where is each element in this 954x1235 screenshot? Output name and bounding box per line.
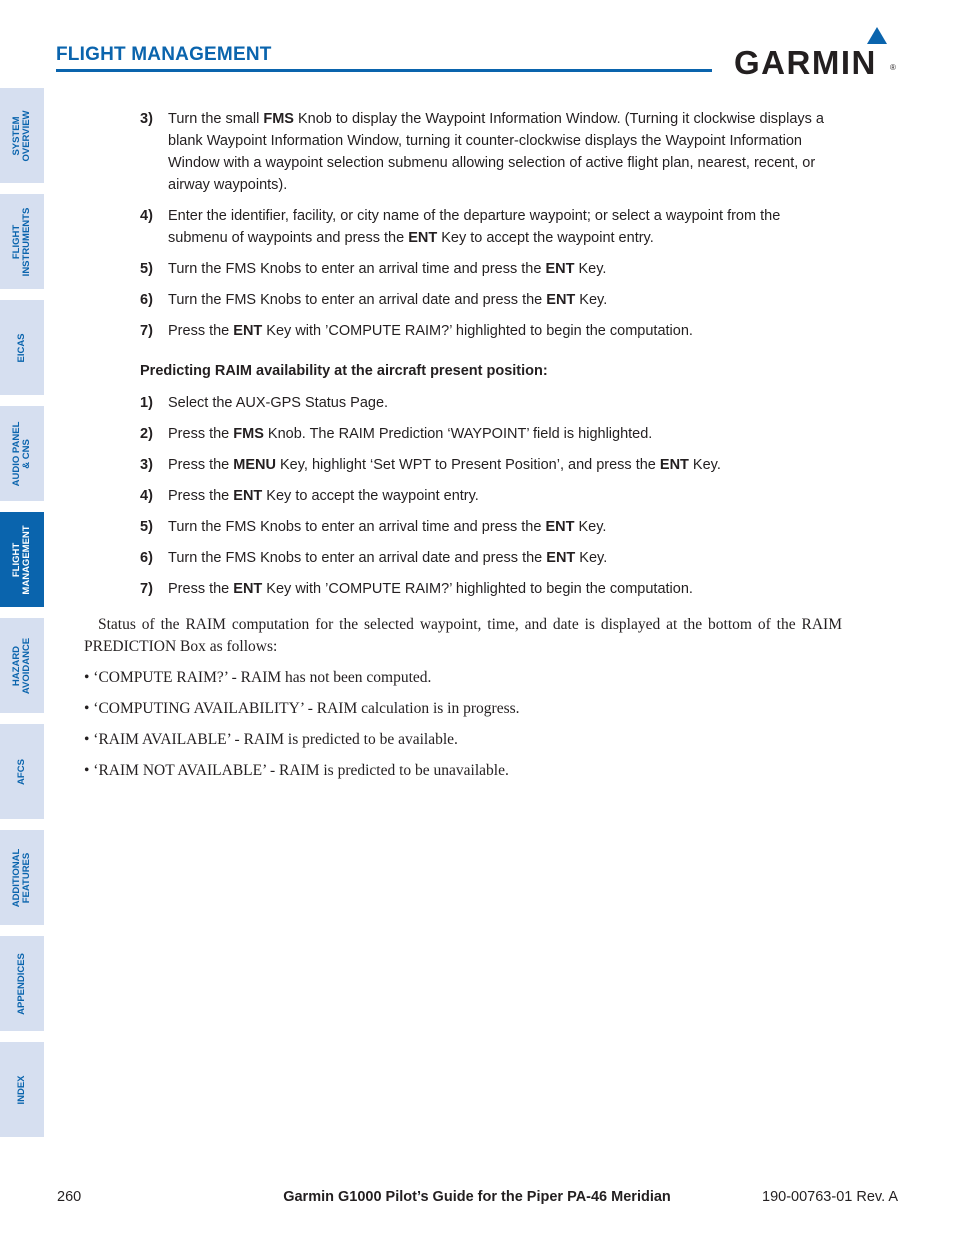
- key-name: ENT: [545, 519, 575, 535]
- step-number: 5): [140, 261, 153, 277]
- step-number: 4): [140, 208, 153, 224]
- procedure-steps-1: [84, 108, 842, 342]
- step-number: 3): [140, 111, 153, 127]
- step-text: Key.: [688, 457, 721, 473]
- garmin-logo: [734, 26, 898, 81]
- step-text: Turn the FMS Knobs to enter an arrival time and press the: [168, 519, 546, 535]
- procedure-step: [84, 547, 842, 569]
- procedure-step: [84, 485, 842, 507]
- key-name: FMS: [263, 111, 294, 127]
- step-text: Key with ’COMPUTE RAIM?’ highlighted to begin the computation.: [262, 581, 693, 597]
- step-text: Press the: [168, 488, 234, 504]
- step-text: Key to accept the waypoint entry.: [262, 488, 479, 504]
- step-text: Key.: [574, 519, 607, 535]
- step-text: Press the: [168, 323, 234, 339]
- procedure-step: [84, 320, 842, 342]
- procedure-step: [84, 258, 842, 280]
- tab-eicas[interactable]: EICAS: [0, 300, 44, 395]
- logo-text: GARMIN: [734, 44, 877, 81]
- tab-additional-features[interactable]: ADDITIONAL FEATURES: [0, 830, 44, 925]
- step-number: 3): [140, 457, 153, 473]
- key-name: FMS: [233, 426, 264, 442]
- procedure-step: [84, 516, 842, 538]
- procedure-step: [84, 289, 842, 311]
- step-text: Key, highlight ‘Set WPT to Present Position’, and press the: [275, 457, 660, 473]
- step-text: Knob to display the Waypoint Information Window. (Turning it clockwise displays a blank Waypoint Information Window, turning it counter-clockwise displays the Waypoint Information Window with a waypoint selection submenu allowing selection of active flight plan, nearest, recent, or airway waypoints).: [168, 111, 824, 193]
- footer-page-number: 260: [57, 1189, 82, 1205]
- step-number: 5): [140, 519, 153, 535]
- tab-appendices[interactable]: APPENDICES: [0, 936, 44, 1031]
- status-bullet-4: • ‘RAIM NOT AVAILABLE’ - RAIM is predicted to be unavailable.: [84, 762, 509, 779]
- key-name: ENT: [233, 323, 263, 339]
- step-text: Key.: [575, 292, 608, 308]
- tab-audio-panel-cns[interactable]: AUDIO PANEL & CNS: [0, 406, 44, 501]
- step-number: 7): [140, 323, 153, 339]
- step-text: Knob. The RAIM Prediction ‘WAYPOINT’ field is highlighted.: [263, 426, 653, 442]
- logo-registered-mark: ®: [890, 63, 896, 72]
- procedure-step: [84, 205, 842, 249]
- step-number: 2): [140, 426, 153, 442]
- step-text: Turn the FMS Knobs to enter an arrival date and press the: [168, 550, 547, 566]
- key-name: ENT: [546, 292, 576, 308]
- step-text: Key.: [575, 550, 608, 566]
- key-name: ENT: [408, 230, 438, 246]
- key-name: ENT: [233, 488, 263, 504]
- section-title: FLIGHT MANAGEMENT: [56, 44, 272, 65]
- tab-flight-instruments[interactable]: FLIGHT INSTRUMENTS: [0, 194, 44, 289]
- tab-afcs[interactable]: AFCS: [0, 724, 44, 819]
- procedure-step: [84, 392, 842, 414]
- step-text: Turn the FMS Knobs to enter an arrival date and press the: [168, 292, 547, 308]
- step-text: Enter the identifier, facility, or city name of the departure waypoint; or select a waypoint from the submenu of waypoints and press the: [168, 208, 781, 246]
- step-text: Turn the small: [168, 111, 264, 127]
- key-name: MENU: [233, 457, 276, 473]
- tab-system-overview[interactable]: SYSTEM OVERVIEW: [0, 88, 44, 183]
- step-number: 6): [140, 550, 153, 566]
- step-text: Key to accept the waypoint entry.: [437, 230, 654, 246]
- key-name: ENT: [659, 457, 689, 473]
- step-text: Turn the FMS Knobs to enter an arrival time and press the: [168, 261, 546, 277]
- tab-index[interactable]: INDEX: [0, 1042, 44, 1137]
- procedure-step: [84, 423, 842, 445]
- footer-doc-number: 190-00763-01 Rev. A: [762, 1189, 898, 1205]
- status-paragraph: Status of the RAIM computation for the selected waypoint, time, and date is displayed at the bottom of the RAIM PREDICTION Box as follows:: [84, 616, 842, 655]
- step-number: 4): [140, 488, 153, 504]
- triangle-icon: [865, 26, 889, 46]
- step-number: 6): [140, 292, 153, 308]
- procedure-step: [84, 578, 842, 600]
- procedure-subheading: Predicting RAIM availability at the aircraft present position:: [140, 363, 548, 379]
- step-text: Select the AUX-GPS Status Page.: [168, 395, 389, 411]
- tab-hazard-avoidance[interactable]: HAZARD AVOIDANCE: [0, 618, 44, 713]
- step-number: 7): [140, 581, 153, 597]
- step-text: Key with ’COMPUTE RAIM?’ highlighted to begin the computation.: [262, 323, 693, 339]
- page-content: [84, 108, 842, 791]
- header-rule: [56, 69, 712, 72]
- key-name: ENT: [546, 550, 576, 566]
- key-name: ENT: [233, 581, 263, 597]
- step-text: Key.: [574, 261, 607, 277]
- footer-title: Garmin G1000 Pilot’s Guide for the Piper PA-46 Meridian: [283, 1189, 671, 1205]
- step-text: Press the: [168, 426, 234, 442]
- procedure-steps-2: [84, 392, 842, 600]
- status-bullet-2: • ‘COMPUTING AVAILABILITY’ - RAIM calculation is in progress.: [84, 700, 520, 717]
- procedure-step: [84, 108, 842, 196]
- procedure-step: [84, 454, 842, 476]
- step-text: Press the: [168, 581, 234, 597]
- key-name: ENT: [545, 261, 575, 277]
- status-bullet-3: • ‘RAIM AVAILABLE’ - RAIM is predicted to be available.: [84, 731, 458, 748]
- step-number: 1): [140, 395, 153, 411]
- tab-flight-management[interactable]: FLIGHT MANAGEMENT: [0, 512, 44, 607]
- status-bullet-1: • ‘COMPUTE RAIM?’ - RAIM has not been computed.: [84, 669, 432, 686]
- step-text: Press the: [168, 457, 234, 473]
